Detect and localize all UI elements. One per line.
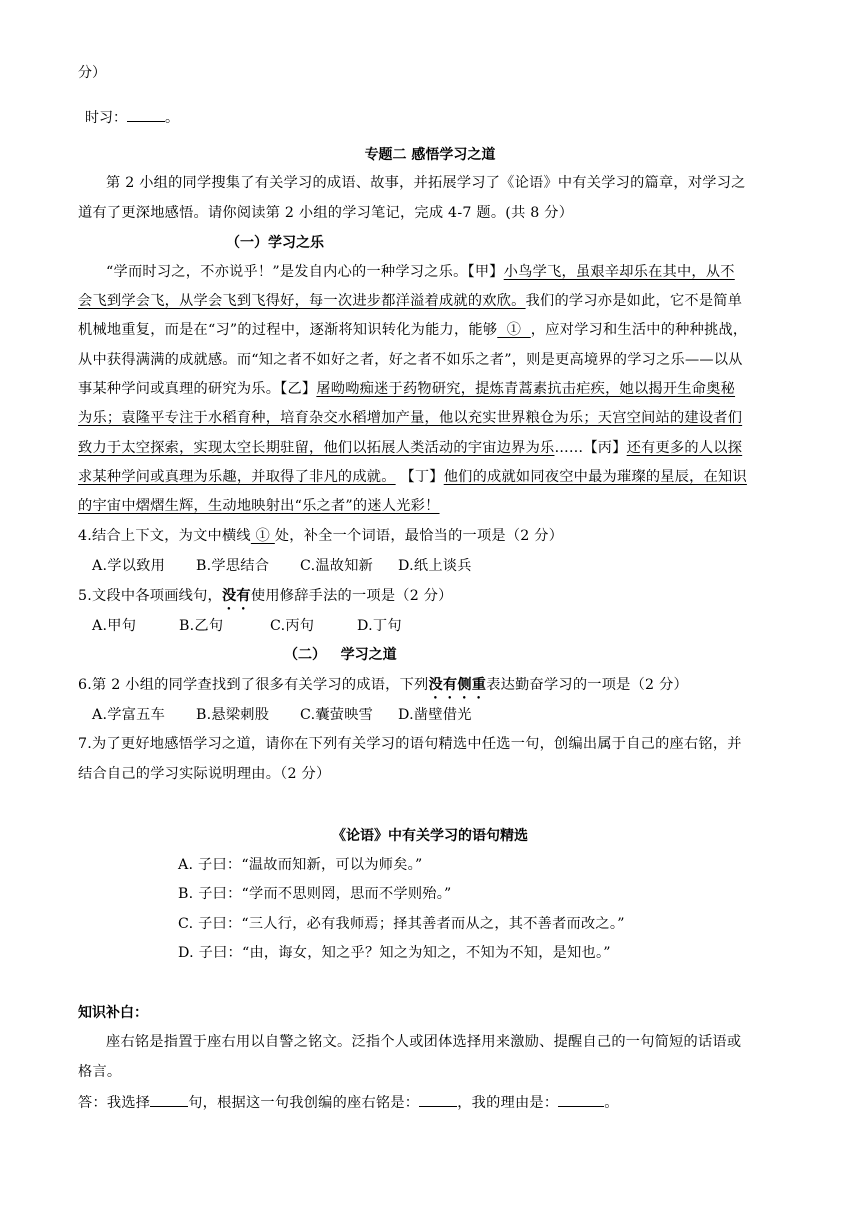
q6-option-b[interactable]: B.悬梁刺股 [196,707,270,723]
q7-line-1: 7.为了更好地感悟学习之道，请你在下列有关学习的语句精选中任选一句，创编出属于自己的座右铭，并 [78,736,742,752]
motto-blank[interactable] [419,1092,457,1107]
answer-choice-blank[interactable] [150,1092,188,1107]
passage-line-3: 机械地重复，而是在“习”的过程中，逐渐将知识转化为能力，能够 ① ，应对学习和生活中的种种挑战， [78,322,748,338]
underlined-sentence-bing: 还有更多的人以探 [626,440,743,456]
lunyu-item-d: D. 子曰：“由，诲女，知之乎？知之为知之，不知为不知，是知也。” [178,945,611,961]
q5-option-d[interactable]: D.丁句 [357,618,402,634]
passage-line-8: 求某种学问或真理为乐趣，并取得了非凡的成就。 【丁】他们的成就如同夜空中最为璀璨的星辰，在知识 [78,469,747,485]
lunyu-title: 《论语》中有关学习的语句精选 [332,828,528,844]
q5-options [92,616,402,636]
emphasis-mei-you: 没有 [221,588,251,604]
knowledge-line-1: 座右铭是指置于座右用以自警之铭文。泛指个人或团体选择用来激励、提醒自己的一句简短的话语或 [106,1034,742,1050]
top-fragment: 分） [78,65,106,81]
passage-line-5: 事某种学问或真理的研究为乐。【乙】屠呦呦痴迷于药物研究，提炼青蒿素抗击疟疾，她以揭开生命奥秘 [78,381,736,397]
passage-line-6: 为乐；袁隆平专注于水稻育种，培育杂交水稻增加产量，他以充实世界粮仓为乐；天宫空间站的建设者们 [78,410,743,426]
q5-option-a[interactable]: A.甲句 [92,618,137,634]
passage-line-9: 的宇宙中熠熠生辉，生动地映射出“乐之者”的迷人光彩！ [78,498,440,514]
blank-1[interactable]: ① [497,322,531,338]
passage-line-1: “学而时习之，不亦说乎！”是发自内心的一种学习之乐。【甲】小鸟学飞，虽艰辛却乐在其中，从不 [106,264,735,280]
q6-stem: 6.第 2 小组的同学查找到了很多有关学习的成语，下列没有侧重表达勤奋学习的一项是（2 分） [78,677,688,693]
q6-option-a[interactable]: A.学富五车 [92,707,166,723]
passage-line-2: 会飞到学会飞，从学会飞到飞得好，每一次进步都洋溢着成就的欢欣。我们的学习亦是如此，它不是简单 [78,293,743,309]
topic2-intro-line-2: 道有了更深地感悟。请你阅读第 2 小组的学习笔记，完成 4-7 题。(共 8 分） [78,205,574,221]
answer-line: 答：我选择 句，根据这一句我创编的座右铭是： ，我的理由是： 。 [78,1092,619,1113]
section2-title: （二） 学习之道 [284,647,397,663]
q5-option-b[interactable]: B.乙句 [179,618,224,634]
q6-options [92,705,472,725]
underlined-sentence-ding: 他们的成就如同夜空中最为璀璨的星辰，在知识 [443,469,747,485]
lunyu-item-c: C. 子曰：“三人行，必有我师焉；择其善者而从之，其不善者而改之。” [178,916,625,932]
underlined-sentence-jia: 小鸟学飞，虽艰辛却乐在其中，从不 [503,264,735,280]
q5-option-c[interactable]: C.丙句 [270,618,315,634]
shixi-label: 时习： [85,110,127,126]
q4-option-c[interactable]: C.温故知新 [300,558,374,574]
passage-line-4: 从中获得满满的成就感。而“知之者不如好之者，好之者不如乐之者”，则是更高境界的学习之乐——以从 [78,352,743,368]
knowledge-title: 知识补白： [78,1005,148,1021]
q4-option-d[interactable]: D.纸上谈兵 [398,558,472,574]
passage-line-7: 致力于太空探索，实现太空长期驻留，他们以拓展人类活动的宇宙边界为乐……【丙】还有更多的人以探 [78,440,743,456]
q6-option-c[interactable]: C.囊萤映雪 [300,707,374,723]
q4-stem: 4.结合上下文，为文中横线 ① 处，补全一个词语，最恰当的一项是（2 分） [78,528,564,544]
underlined-sentence-jia-cont: 会飞到学会飞，从学会飞到飞得好，每一次进步都洋溢着成就的欢欣。 [78,293,526,309]
reason-blank[interactable] [558,1092,604,1107]
q4-option-b[interactable]: B.学思结合 [196,558,270,574]
q5-stem: 5.文段中各项画线句，没有使用修辞手法的一项是（2 分） [78,588,453,604]
topic2-title: 专题二 感悟学习之道 [364,147,496,163]
q6-option-d[interactable]: D.凿壁借光 [398,707,472,723]
q4-options [92,556,472,576]
shixi-line: 时习： 。 [85,107,179,128]
lunyu-item-a: A. 子曰：“温故而知新，可以为师矣。” [178,857,423,873]
q4-option-a[interactable]: A.学以致用 [92,558,166,574]
shixi-answer-blank[interactable] [127,107,165,122]
underlined-sentence-yi: 屠呦呦痴迷于药物研究，提炼青蒿素抗击疟疾，她以揭开生命奥秘 [316,381,736,397]
q7-line-2: 结合自己的学习实际说明理由。（2 分） [78,766,331,782]
topic2-intro-line-1: 第 2 小组的同学搜集了有关学习的成语、故事，并拓展学习了《论语》中有关学习的篇章，对学习之 [106,175,746,191]
knowledge-line-2: 格言。 [78,1064,122,1080]
emphasis-mei-you-ce-zhong: 没有侧重 [428,677,487,693]
section1-title: （一）学习之乐 [226,235,324,251]
lunyu-item-b: B. 子曰：“学而不思则罔，思而不学则殆。” [178,886,452,902]
